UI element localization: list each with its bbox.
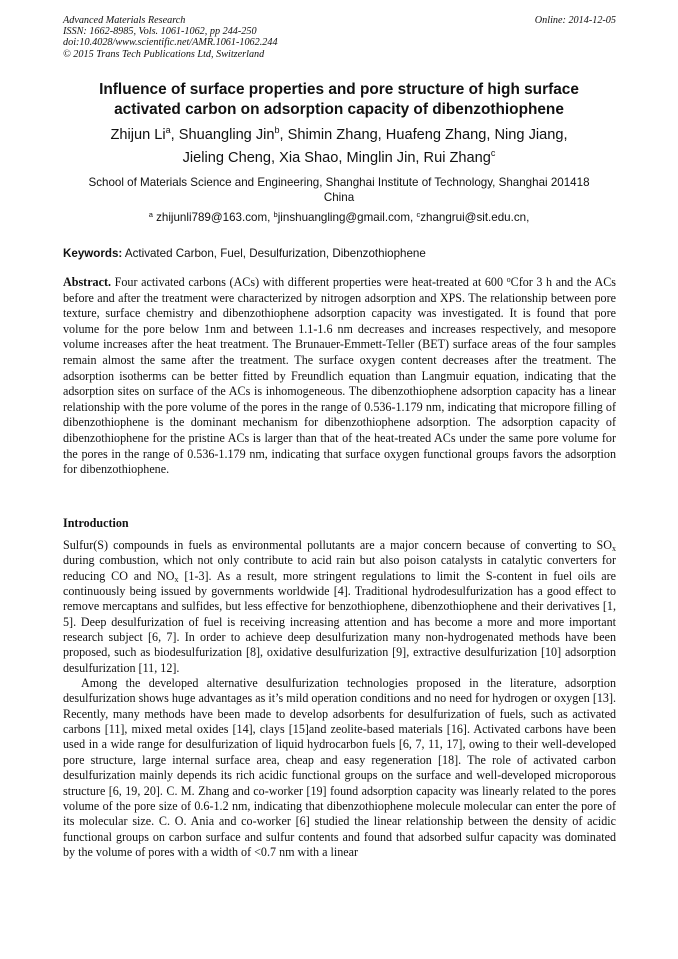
online-date: Online: 2014-12-05 — [534, 15, 616, 26]
author-list — [60, 124, 618, 170]
abstract-label: Abstract. — [63, 275, 112, 289]
paper-title — [60, 80, 618, 120]
affiliation-line-1: School of Materials Science and Engineering, Shanghai Institute of Technology, Shanghai 201418 — [88, 176, 590, 189]
abstract-text-1: Four activated carbons (ACs) with different properties were heat-treated at 600 — [111, 275, 507, 289]
author-2-sup: b — [274, 125, 280, 135]
nox-subscript: x — [174, 574, 179, 584]
author-emails — [60, 210, 618, 225]
sox-subscript: x — [612, 544, 616, 553]
intro-p1-text-b: during combustion, which not only contribute to acid rain but also poison catalysts in catalytic converters for reducing CO and NO — [63, 553, 616, 583]
authors-rest-2: Jieling Cheng, Xia Shao, Minglin Jin, Rui Zhang — [182, 150, 491, 166]
intro-p1-text-c: [1-3]. As a result, more stringent regulations to limit the S-content in fuel oils are continuously being issued by governments worldwide [4]. Traditional hydrodesulfurization has a good effect to remove mercaptans and sulfides, but less effective for benzothiophene, dibenzothiophene and their derivatives [1, 5]. Deep desulfurization of fuel is receiving increasing attention and has become a more and more important research subject [6, 7]. In order to achieve deep desulfurization many non-hydrogenated methods have been proposed, such as biodesulfurization [8], oxidative desulfurization [9], extractive desulfurization [10] adsorption desulfurization [11, 12]. — [63, 568, 616, 675]
abstract — [63, 275, 616, 478]
doi-line[interactable]: doi:10.4028/www.scientific.net/AMR.1061-1062.244 — [63, 37, 278, 49]
introduction-heading: Introduction — [63, 516, 129, 530]
email-sup-c: c — [416, 210, 421, 219]
title-line-2: activated carbon on adsorption capacity of dibenzothiophene — [114, 101, 564, 118]
email-sup-a: a — [148, 210, 153, 219]
degree-mark: o — [506, 275, 511, 284]
email-c[interactable]: zhangrui@sit.edu.cn, — [420, 211, 530, 224]
title-line-1: Influence of surface properties and pore structure of high surface — [99, 81, 579, 98]
author-sep: , — [170, 127, 179, 143]
authors-rest-1: , Shimin Zhang, Huafeng Zhang, Ning Jiang, — [279, 127, 568, 143]
authors-line-2 — [60, 147, 618, 170]
intro-p1-text-a: Sulfur(S) compounds in fuels as environmental pollutants are a major concern because of converting to SO — [63, 538, 612, 552]
journal-name: Advanced Materials Research — [63, 15, 186, 26]
author-1-sup: a — [165, 125, 171, 135]
abstract-text-2: Cfor 3 h and the ACs before and after the treatment were characterized by nitrogen adsorption and XPS. The relationship between pore texture, surface chemistry and dibenzothiophene adsorption capacity was investigated. It is found that pore volume for the pore below 1nm and between 1.1-1.6 nm decreases and increases respectively, and mesopore volume increases after the heat treatment. The Brunauer-Emmett-Teller (BET) surface areas of the four samples remain almost the same after the treatment. The surface oxygen content decreases after the treatment. The adsorption isotherms can be better fitted by Freundlich equation than Langmuir equation, indicating that the adsorption sites on surface of the ACs is inhomogeneous. The dibenzothiophene adsorption capacity has a linear relationship with the pore volume of the pores in the range of 0.536-1.179 nm, indicating that micropore filling of dibenzothiophene is the dominant mechanism for dibenzothiophene adsorption. The adsorption capacity of dibenzothiophene for the pristine ACs is larger than that of the heat-treated ACs under the same pore volume for the pores in the range of 0.536-1.179 nm, indicating that surface oxygen functional groups favors the adsorption for dibenzothiophene. — [63, 275, 616, 477]
author-2: Shuangling Jin — [178, 127, 275, 143]
intro-paragraph-1 — [63, 538, 616, 676]
email-sup-b: b — [273, 210, 278, 219]
keywords-label: Keywords: — [63, 247, 123, 260]
authors-line-1 — [60, 124, 618, 147]
intro-paragraph-2: Among the developed alternative desulfurization technologies proposed in the literature, adsorption desulfurization shows huge advantages as it’s mild operation conditions and no need for hydrogen or oxygen [13]. Recently, many methods have been made to develop adsorbents for desulfurization of fuels, such as activated carbons [11], mixed metal oxides [14], clays [15]and zeolite-based materials [16]. Activated carbons have been used in a wide range for desulfurization of liquid hydrocarbon fuels [6, 7, 11, 17], owing to their well-developed pore structure, large internal surface area, cheap and easy regeneration [18]. The role of activated carbon desulfurization mainly depends its rich acidic functional groups on the surface and well-developed microporous structure [6, 19, 20]. C. M. Zhang and co-worker [19] found adsorption capacity was linearly related to the pores volume of the pore size of 0.6-1.2 nm, indicating that dibenzothiophene molecule molecular can enter the pore of its molecular size. C. O. Ania and co-worker [6] studied the linear relationship between the density of acidic functional groups on carbon surface and sulfur contents and found that adsorbed sulfur capacity was dominated by the volume of pores with a width of <0.7 nm with a linear — [63, 676, 616, 859]
introduction-body — [63, 538, 616, 860]
keywords — [63, 246, 616, 261]
issn-line: ISSN: 1662-8985, Vols. 1061-1062, pp 244-250 — [63, 26, 257, 38]
email-b[interactable]: jinshuangling@gmail.com, — [277, 211, 417, 224]
last-author-sup: c — [490, 148, 496, 158]
keywords-text: Activated Carbon, Fuel, Desulfurization, Dibenzothiophene — [122, 247, 426, 260]
copyright-line: © 2015 Trans Tech Publications Ltd, Switzerland — [63, 48, 265, 60]
affiliation-line-2: China — [323, 191, 355, 204]
affiliation — [60, 175, 618, 205]
journal-header — [63, 15, 616, 60]
author-1: Zhijun Li — [110, 127, 166, 143]
email-a[interactable]: zhijunli789@163.com, — [152, 211, 274, 224]
